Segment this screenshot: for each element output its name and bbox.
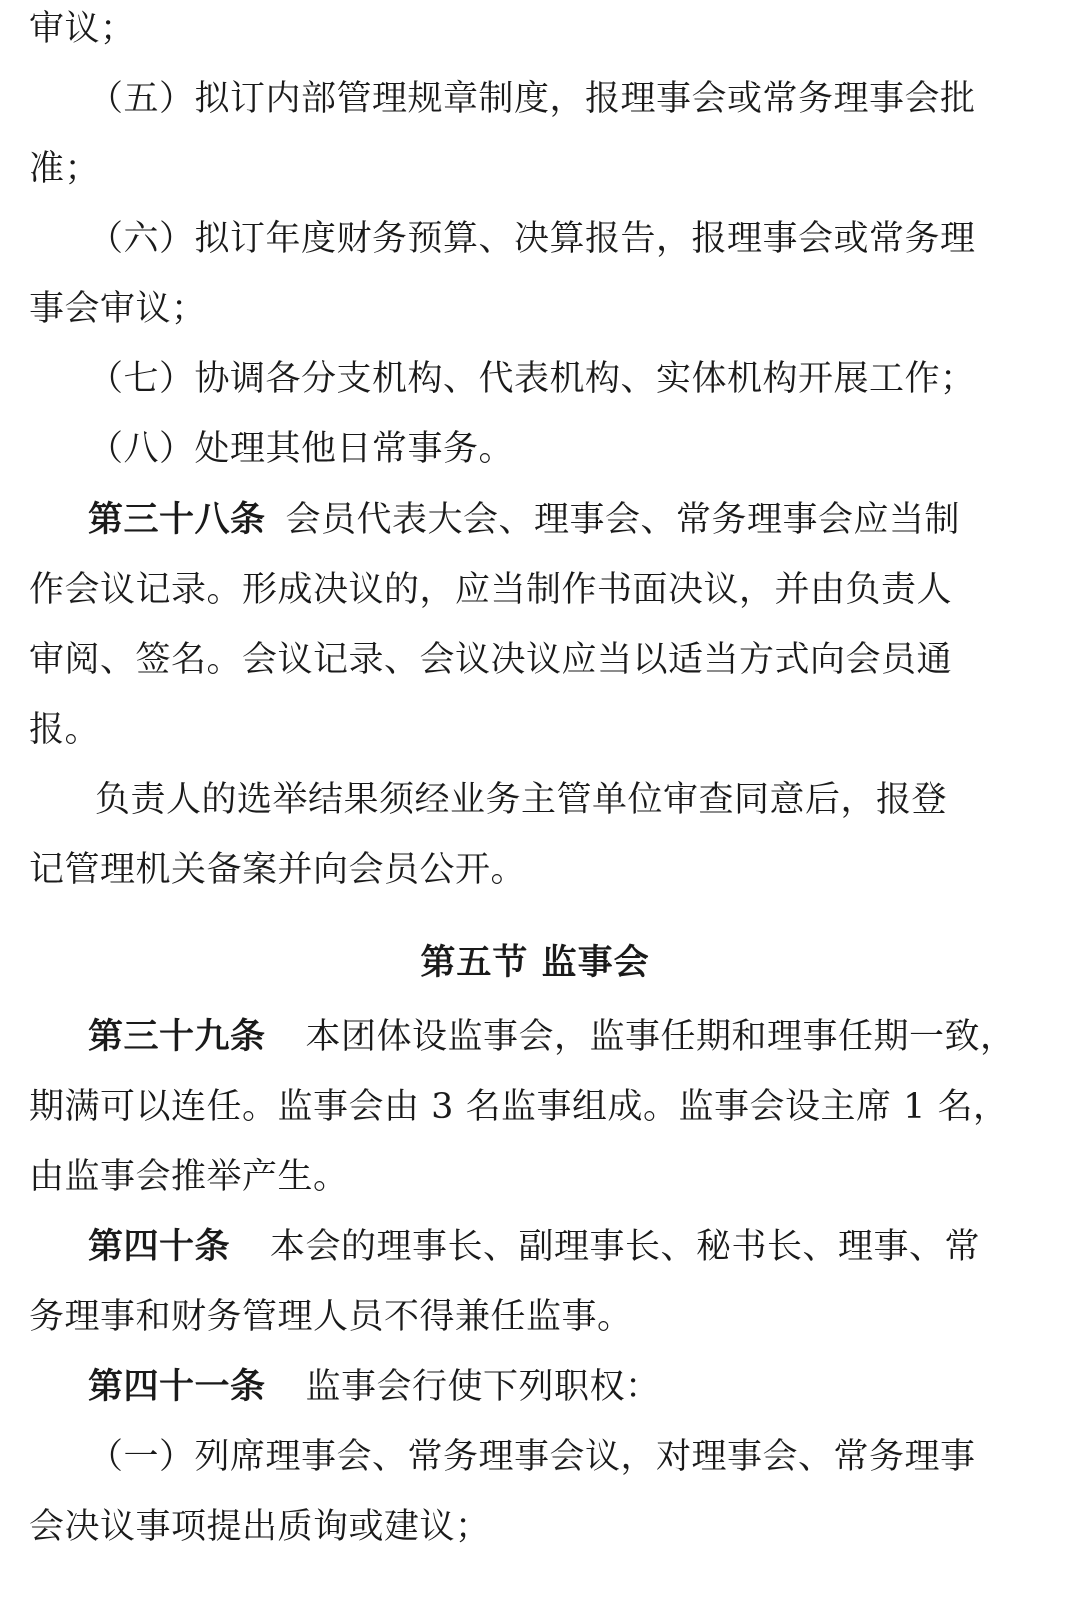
text-line: 审阅、签名。会议记录、会议决议应当以适当方式向会员通 <box>29 640 953 680</box>
text-line: 准； <box>29 149 101 189</box>
text-line: 由监事会推举产生。 <box>29 1157 349 1197</box>
article-text: 监事会行使下列职权： <box>305 1367 661 1407</box>
article-text: 本团体设监事会，监事任期和理事任期一致， <box>305 1017 1016 1057</box>
article-39-line <box>88 1014 1070 1060</box>
text-line: 作会议记录。形成决议的，应当制作书面决议，并由负责人 <box>29 570 953 610</box>
paragraph-line: 负责人的选举结果须经业务主管单位审查同意后，报登 <box>95 780 948 820</box>
list-item-eight: （八）处理其他日常事务。 <box>88 429 515 469</box>
list-item-one: （一）列席理事会、常务理事会议，对理事会、常务理事 <box>88 1437 976 1477</box>
text-line: 审议； <box>29 9 136 49</box>
article-38-line <box>88 497 1070 543</box>
text-line: 记管理机关备案并向会员公开。 <box>29 850 527 890</box>
article-heading: 第三十八条 <box>88 500 266 540</box>
text-line: 报。 <box>29 710 101 750</box>
list-item-five: （五）拟订内部管理规章制度，报理事会或常务理事会批 <box>88 79 976 119</box>
article-text: 会员代表大会、理事会、常务理事会应当制 <box>285 500 961 540</box>
text-line: 事会审议； <box>29 289 207 329</box>
text-line: 期满可以连任。监事会由 3 名监事组成。监事会设主席 1 名， <box>29 1087 1009 1127</box>
list-item-six: （六）拟订年度财务预算、决算报告，报理事会或常务理 <box>88 219 976 259</box>
article-40-line <box>88 1224 1070 1270</box>
article-text: 本会的理事长、副理事长、秘书长、理事、常 <box>270 1227 981 1267</box>
text-line: 务理事和财务管理人员不得兼任监事。 <box>29 1297 633 1337</box>
article-heading: 第四十条 <box>88 1227 231 1267</box>
list-item-seven: （七）协调各分支机构、代表机构、实体机构开展工作； <box>88 359 976 399</box>
article-heading: 第三十九条 <box>88 1017 266 1057</box>
section-title: 第五节 监事会 <box>420 943 650 983</box>
text-line: 会决议事项提出质询或建议； <box>29 1507 491 1547</box>
article-heading: 第四十一条 <box>88 1367 266 1407</box>
article-41-line <box>88 1364 1070 1410</box>
